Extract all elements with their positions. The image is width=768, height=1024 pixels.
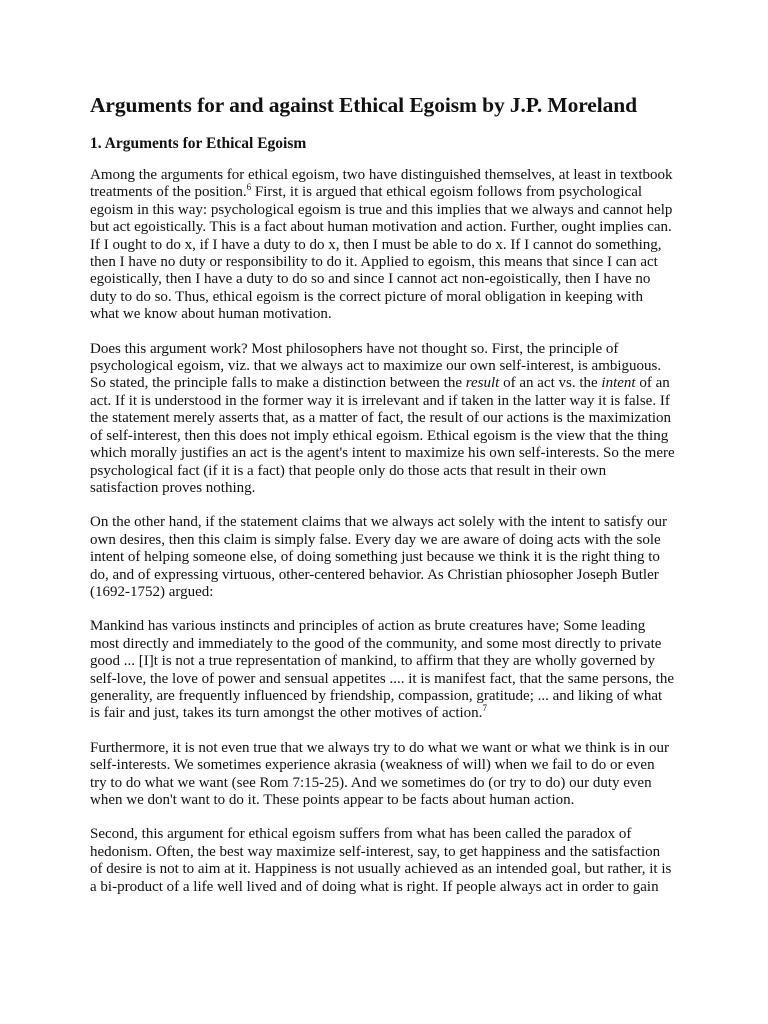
text-line: egoistically, then I have a duty to do so and since I cannot act non-egoistically, then I have no xyxy=(90,271,651,288)
text-line: of desire is not to aim at it. Happiness is not usually achieved as an intended goal, but rather, it is xyxy=(90,861,672,878)
text-line: self-interests. We sometimes experience akrasia (weakness of will) when we fail to do or even xyxy=(90,757,655,774)
text-line: the statement merely asserts that, as a matter of fact, the result of our actions is the maximization xyxy=(90,410,672,427)
text-line: is fair and just, takes its turn amongst the other motives of action.$^7$ xyxy=(90,703,487,722)
text-line: duty to do so. Thus, ethical egoism is the correct picture of moral obligation in keeping with xyxy=(90,288,643,305)
text-line: Does this argument work? Most philosophers have not thought so. First, the principle of xyxy=(90,340,619,357)
text-line: (1692-1752) argued: xyxy=(90,583,214,600)
text-line: Among the arguments for ethical egoism, two have distinguished themselves, at least in textbook xyxy=(90,167,673,183)
text-line: of self-interest, then this does not imply ethical egoism. Ethical egoism is the view that the thing xyxy=(90,427,669,444)
text-line: Second, this argument for ethical egoism suffers from what has been called the paradox of xyxy=(90,826,632,843)
text-line: try to do what we want (see Rom 7:15-25). And we sometimes do (or try to do) our duty even xyxy=(90,774,652,791)
footnote-marker: 7 xyxy=(482,703,487,714)
text-line: psychological egoism, viz. that we always act to maximize our own self-interest, is ambiguous. xyxy=(90,358,662,375)
text-line: On the other hand, if the statement claims that we always act solely with the intent to satisfy our xyxy=(90,514,667,531)
paragraph xyxy=(90,740,680,810)
footnote-marker: 6 xyxy=(246,182,252,193)
text-line: If I ought to do x, if I have a duty to do x, then I must be able to do x. If I cannot do something, xyxy=(90,236,662,253)
paragraph xyxy=(90,514,680,601)
paragraph xyxy=(90,826,680,896)
text-line: own desires, then this claim is simply false. Every day we are aware of doing acts with the sole xyxy=(90,531,661,548)
text-line: then I have no duty or responsibility to do it. Applied to egoism, this means that since I can act xyxy=(90,254,658,271)
document-page xyxy=(90,92,680,913)
text-line: a bi-product of a life well lived and of doing what is right. If people always act in order to gain xyxy=(90,878,659,895)
document-body xyxy=(90,167,680,896)
text-line: when we don't want to do it. These points appear to be facts about human action. xyxy=(90,792,575,808)
text-line: satisfaction proves nothing. xyxy=(90,479,256,496)
paragraph xyxy=(90,618,680,722)
text-line: hedonism. Often, the best way maximize self-interest, say, to get happiness and the satisfaction xyxy=(90,843,661,860)
text-line: but act egoistically. This is a fact about human motivation and action. Further, ought implies can. xyxy=(90,219,672,236)
text-line: Mankind has various instincts and principles of action as brute creatures have; Some leading xyxy=(90,618,646,635)
text-line: Furthermore, it is not even true that we always try to do what we want or what we think is in our xyxy=(90,739,670,756)
text-line: which morally justifies an act is the agent's intent to maximize his own self-interests. So the mere xyxy=(90,445,675,462)
text-line: most directly and immediately to the good of the community, and some most directly to private xyxy=(90,635,662,652)
emphasis-text: intent xyxy=(601,375,636,392)
document-title: Arguments for and against Ethical Egoism by J.P. Moreland xyxy=(90,93,637,117)
text-line: So stated, the principle falls to make a distinction between the result of an act vs. the intent of an xyxy=(90,375,670,392)
text-line: self-love, the love of power and sensual appetites .... it is manifest fact, that the same persons, the xyxy=(90,670,674,687)
paragraph xyxy=(90,167,680,324)
text-line: what we know about human motivation. xyxy=(90,306,332,323)
emphasis-text: result xyxy=(465,375,500,392)
text-line: psychological fact (if it is a fact) that people only do those acts that result in their own xyxy=(90,462,607,479)
text-line: do, and of expressing virtuous, other-centered behavior. As Christian phiosopher Joseph Butler xyxy=(90,566,659,583)
text-line: good ... [I]t is not a true representation of mankind, to affirm that they are wholly governed by xyxy=(90,653,655,670)
paragraph xyxy=(90,341,680,498)
text-line: treatments of the position.$^6$ First, it is argued that ethical egoism follows from psychological xyxy=(90,182,643,201)
text-line: act. If it is understood in the former way it is irrelevant and if taken in the latter way it is false. If xyxy=(90,392,670,409)
section-heading: 1. Arguments for Ethical Egoism xyxy=(90,135,307,152)
text-line: intent of helping someone else, of doing something just because we think it is the right thing to xyxy=(90,549,660,566)
text-line: egoism in this way: psychological egoism is true and this implies that we always and cannot help xyxy=(90,201,673,218)
text-line: generality, are frequently influenced by friendship, compassion, gratitude; ... and liking of what xyxy=(90,687,663,704)
